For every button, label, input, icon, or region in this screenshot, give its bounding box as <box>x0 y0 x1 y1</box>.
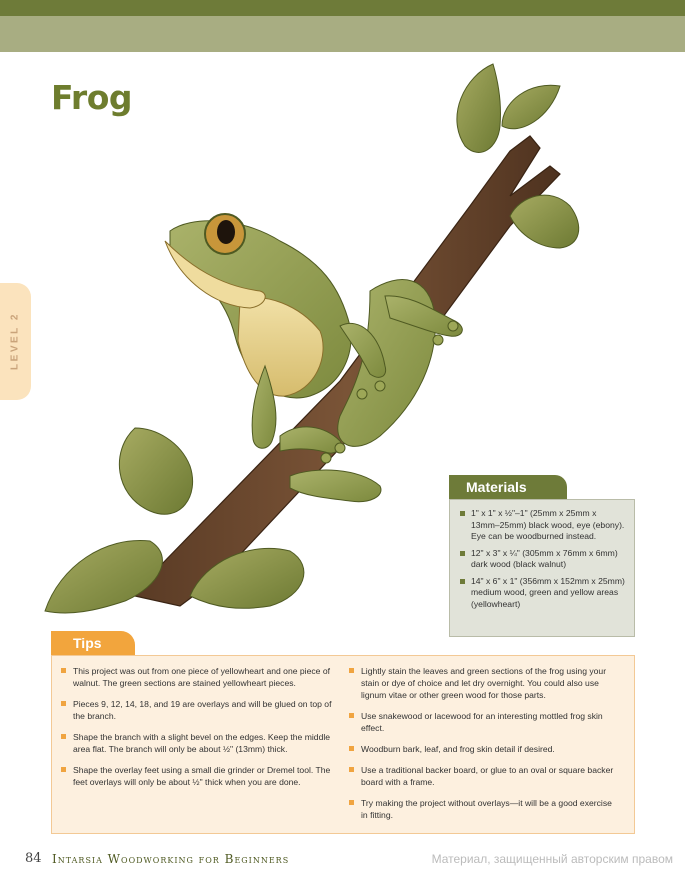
tip-item: This project was out from one piece of yellowheart and one piece of walnut. The green sections are stained yellowheart pieces. <box>61 665 337 689</box>
tips-header: Tips <box>51 631 135 656</box>
page-title: Frog <box>51 78 132 117</box>
tips-box <box>51 655 635 834</box>
tips-column-right <box>349 665 619 830</box>
materials-item: 14" x 6" x 1" (356mm x 152mm x 25mm) medium wood, green and yellow areas (yellowheart) <box>460 576 626 611</box>
page-footer <box>0 851 685 873</box>
materials-box <box>449 499 635 637</box>
tip-item: Use snakewood or lacewood for an interesting mottled frog skin effect. <box>349 710 619 734</box>
header-band-dark <box>0 0 685 16</box>
materials-item: 12" x 3" x ¼" (305mm x 76mm x 6mm) dark wood (black walnut) <box>460 548 626 571</box>
copyright-watermark: Материал, защищенный авторским правом <box>431 852 673 866</box>
tip-item: Pieces 9, 12, 14, 18, and 19 are overlays and will be glued on top of the branch. <box>61 698 337 722</box>
header-band-light <box>0 16 685 52</box>
tip-item: Try making the project without overlays—it will be a good exercise in fitting. <box>349 797 619 821</box>
tips-column-left <box>61 665 337 797</box>
book-title: Intarsia Woodworking for Beginners <box>52 852 290 866</box>
page-number: 84 <box>25 851 42 866</box>
tip-item: Shape the branch with a slight bevel on the edges. Keep the middle area flat. The branch will only be about ½" (13mm) thick. <box>61 731 337 755</box>
tip-item: Use a traditional backer board, or glue to an oval or square backer board with a frame. <box>349 764 619 788</box>
level-tab-label: LEVEL 2 <box>9 312 21 370</box>
materials-header: Materials <box>449 475 567 500</box>
tip-item: Woodburn bark, leaf, and frog skin detail if desired. <box>349 743 619 755</box>
tip-item: Shape the overlay feet using a small die grinder or Dremel tool. The feet overlays will only be about ½" thick when you are done. <box>61 764 337 788</box>
tip-item: Lightly stain the leaves and green sections of the frog using your stain or dye of choice and let dry overnight. You could also use lignum vitae or other green wood for those parts. <box>349 665 619 701</box>
materials-item: 1" x 1" x ½"–1" (25mm x 25mm x 13mm–25mm) black wood, eye (ebony). Eye can be woodburned instead. <box>460 508 626 543</box>
